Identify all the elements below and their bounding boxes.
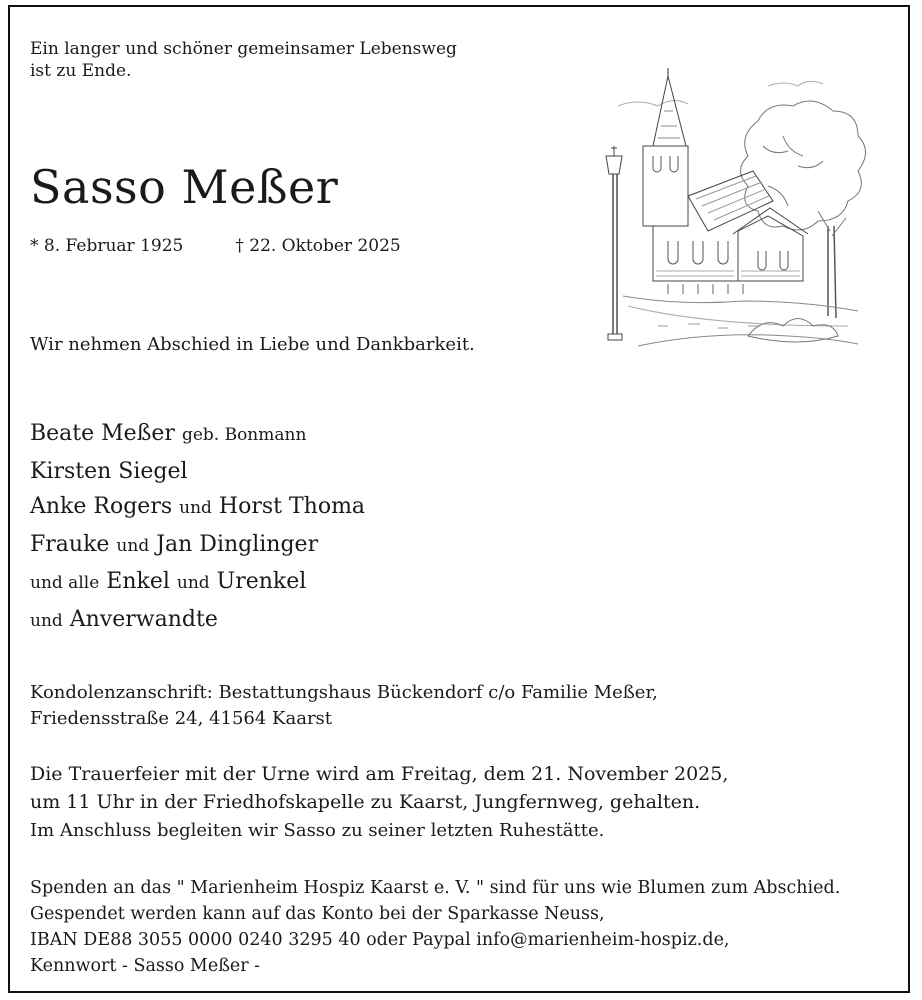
ceremony-line-2: um 11 Uhr in der Friedhofskapelle zu Kaarst, Jungfernweg, gehalten. bbox=[30, 791, 701, 813]
family-member: Horst Thoma bbox=[218, 494, 366, 519]
family-member: Jan Dinglinger bbox=[156, 531, 319, 557]
family-line-1 bbox=[30, 416, 365, 454]
afterwards-text: Im Anschluss begleiten wir Sasso zu seiner letzten Ruhestätte. bbox=[30, 820, 605, 841]
intro-text bbox=[30, 38, 457, 82]
family-line-4 bbox=[30, 527, 365, 565]
family-member: Kirsten Siegel bbox=[30, 458, 188, 484]
donation-line-4: Kennwort - Sasso Meßer - bbox=[30, 956, 261, 976]
family-member: Anke Rogers bbox=[30, 494, 173, 519]
church-sketch-illustration bbox=[598, 56, 868, 356]
condolence-line-1: Kondolenzanschrift: Bestattungshaus Bückendorf c/o Familie Meßer, bbox=[30, 682, 658, 703]
birth-date: * 8. Februar 1925 bbox=[30, 236, 184, 256]
ceremony-line-1: Die Trauerfeier mit der Urne wird am Freitag, dem 21. November 2025, bbox=[30, 763, 729, 785]
donation-text bbox=[30, 875, 840, 979]
condolence-line-2: Friedensstraße 24, 41564 Kaarst bbox=[30, 708, 333, 729]
deceased-name: Sasso Meßer bbox=[30, 160, 339, 214]
donation-line-3: IBAN DE88 3055 0000 0240 3295 40 oder Paypal info@marienheim-hospiz.de, bbox=[30, 930, 730, 950]
family-member: Urenkel bbox=[216, 569, 307, 594]
family-conjunction: und bbox=[176, 573, 210, 593]
donation-line-1: Spenden an das " Marienheim Hospiz Kaarst e. V. " sind für uns wie Blumen zum Abschied. bbox=[30, 878, 841, 898]
family-line-2 bbox=[30, 454, 365, 490]
family-prefix: und alle bbox=[30, 573, 100, 593]
family-member: Enkel bbox=[106, 569, 170, 594]
life-dates bbox=[30, 236, 401, 256]
condolence-address bbox=[30, 680, 658, 732]
donation-line-2: Gespendet werden kann auf das Konto bei der Sparkasse Neuss, bbox=[30, 904, 605, 924]
intro-line-2: ist zu Ende. bbox=[30, 61, 132, 81]
ceremony-text bbox=[30, 760, 728, 816]
intro-line-1: Ein langer und schöner gemeinsamer Lebensweg bbox=[30, 39, 457, 59]
family-member: Beate Meßer bbox=[30, 421, 175, 446]
death-date: † 22. Oktober 2025 bbox=[235, 236, 401, 256]
family-member: Anverwandte bbox=[69, 606, 218, 632]
farewell-text: Wir nehmen Abschied in Liebe und Dankbarkeit. bbox=[30, 334, 475, 355]
family-line-5 bbox=[30, 564, 365, 602]
family-conjunction: und bbox=[179, 498, 212, 518]
family-line-6 bbox=[30, 602, 365, 640]
family-conjunction: und bbox=[116, 535, 150, 556]
family-note: geb. Bonmann bbox=[181, 425, 307, 445]
family-list bbox=[30, 416, 365, 639]
family-prefix: und bbox=[30, 610, 63, 631]
family-member: Frauke bbox=[30, 531, 110, 557]
family-line-3 bbox=[30, 489, 365, 527]
